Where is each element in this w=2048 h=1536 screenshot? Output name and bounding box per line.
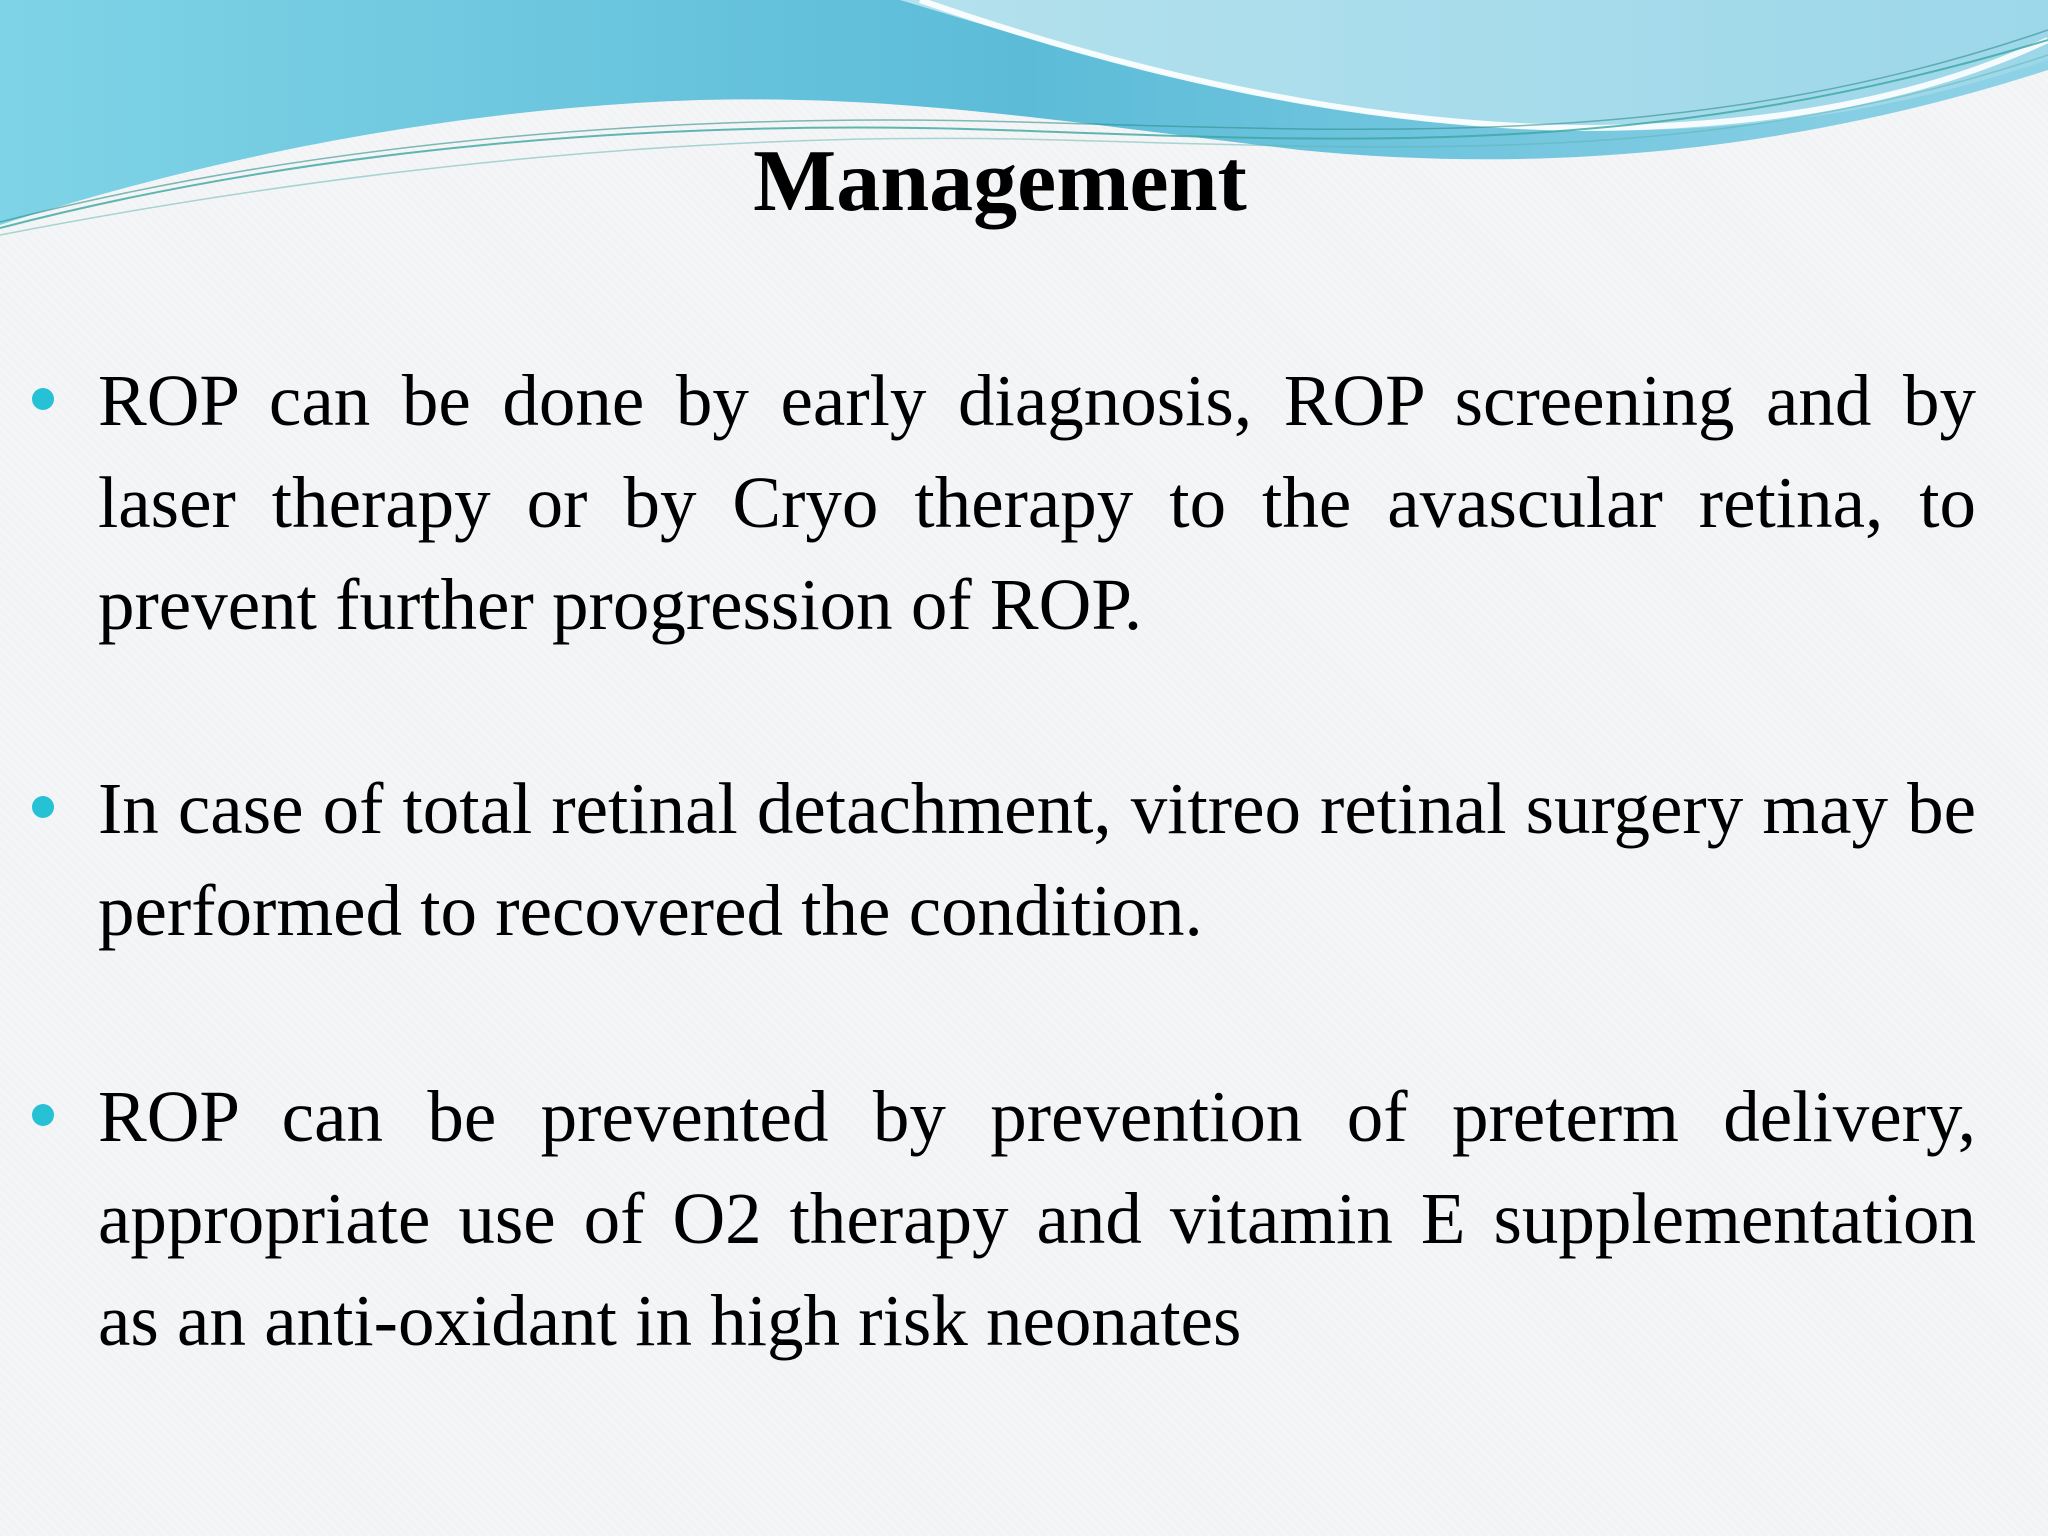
bullet-item — [98, 1066, 1976, 1372]
bullet-text: ROP can be prevented by prevention of preterm delivery, appropriate use of O2 therapy and vitamin E supplementation as an anti-oxidant in high risk neonates — [98, 1076, 1976, 1361]
page-title: Management — [753, 133, 1247, 230]
bullet-dot-icon — [32, 796, 54, 818]
bullet-text: ROP can be done by early diagnosis, ROP screening and by laser therapy or by Cryo therapy to the avascular retina, to prevent further progression of ROP. — [98, 360, 1976, 645]
bullet-item — [98, 350, 1976, 656]
bullet-dot-icon — [32, 1104, 54, 1126]
bullet-dot-icon — [32, 388, 54, 410]
bullet-item — [98, 758, 1976, 962]
bullet-text: In case of total retinal detachment, vitreo retinal surgery may be performed to recovered the condition. — [98, 768, 1976, 951]
